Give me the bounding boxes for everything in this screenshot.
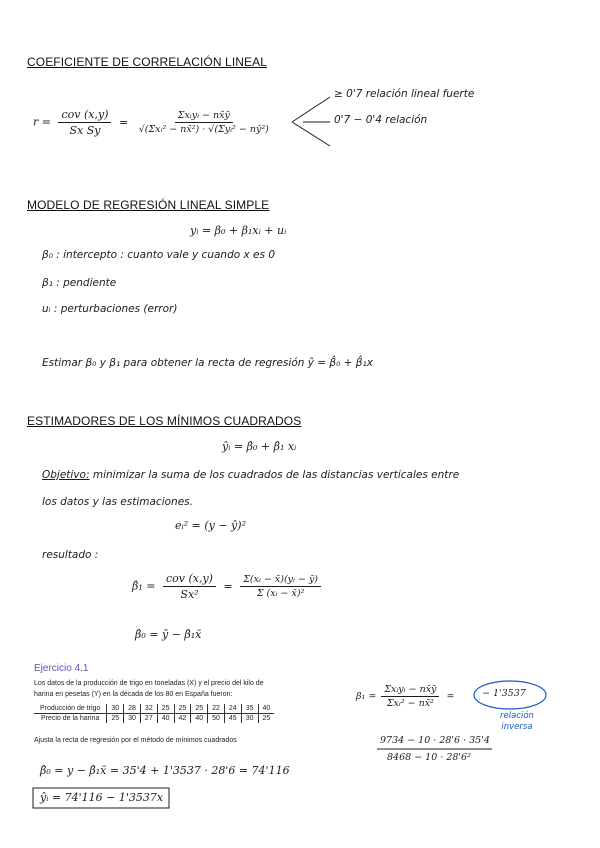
least-squares-title: ESTIMADORES DE LOS MÍNIMOS CUADRADOS bbox=[27, 414, 302, 428]
table-row-label: Precio de la harina bbox=[40, 715, 100, 722]
branch-relation: 0'7 − 0'4 relación bbox=[334, 114, 428, 126]
estimated-model: ŷᵢ = β̂₀ + β̂₁ xᵢ bbox=[222, 440, 297, 453]
b0-calculation: β̂₀ = y − β̂₁x̄ = 35'4 + 1'3537 · 28'6 = 74'116 bbox=[40, 764, 290, 777]
b1hat-cov-den: Sx² bbox=[180, 588, 199, 601]
b1hat-lhs: β̂₁ = bbox=[132, 579, 156, 593]
b1-formula bbox=[356, 684, 454, 709]
table-row-label: Producción de trigo bbox=[34, 704, 107, 714]
objective-label: Objetivo: bbox=[42, 469, 90, 481]
exercise-text-line2: harina en pesetas (Y) en la década de los 80 en España fueron: bbox=[34, 691, 233, 698]
error-equation: eᵢ² = (y − ŷ)² bbox=[175, 519, 246, 532]
estimate-line: Estimar β₀ y β₁ para obtener la recta de regresión ŷ = β̂₀ + β̂₁x bbox=[42, 357, 373, 369]
table-cell: 25 bbox=[258, 714, 274, 724]
cov-denominator: Sx Sy bbox=[69, 124, 101, 137]
table-cell: 45 bbox=[224, 714, 241, 724]
exercise-table bbox=[34, 704, 274, 723]
cov-numerator: cov (x,y) bbox=[58, 108, 111, 123]
ui-definition: uᵢ : perturbaciones (error) bbox=[42, 303, 178, 315]
table-cell: 30 bbox=[241, 714, 258, 724]
table-cell: 30 bbox=[107, 704, 124, 714]
equals-sign: = bbox=[118, 115, 129, 129]
objective-text1: minimizar la suma de los cuadrados de las distancias verticales entre bbox=[92, 469, 460, 481]
table-cell: 28 bbox=[124, 704, 141, 714]
exercise-title: Ejercicio 4.1 bbox=[34, 663, 89, 674]
objective-line2: los datos y las estimaciones. bbox=[42, 496, 193, 508]
b1-definition: β₁ : pendiente bbox=[42, 277, 117, 289]
table-cell: 25 bbox=[157, 704, 174, 714]
sum-numerator: Σxᵢyᵢ − nx̄ȳ bbox=[175, 110, 233, 123]
exercise-table-wrap bbox=[34, 704, 274, 723]
b1hat-cov-num: cov (x,y) bbox=[163, 572, 216, 587]
b1-note bbox=[500, 711, 534, 733]
exercise-text bbox=[34, 678, 264, 700]
table-row bbox=[34, 704, 274, 714]
final-regression-line: ŷᵢ = 74'116 − 1'3537x bbox=[40, 791, 164, 804]
b1hat-formula bbox=[132, 572, 321, 601]
exercise-text-line1: Los datos de la producción de trigo en toneladas (X) y el precio del kilo de bbox=[34, 680, 264, 687]
regression-model: yᵢ = β₀ + β₁xᵢ + uᵢ bbox=[190, 224, 287, 237]
table-cell: 40 bbox=[157, 714, 174, 724]
correlation-title: COEFICIENTE DE CORRELACIÓN LINEAL bbox=[27, 55, 268, 69]
b1hat-cov-fraction bbox=[163, 572, 216, 601]
calc-numerator: 9734 − 10 · 28'6 · 35'4 bbox=[380, 735, 490, 746]
b1-fraction bbox=[381, 684, 439, 709]
sum-denominator: √(Σxᵢ² − nx̄²) · √(Σyᵢ² − nȳ²) bbox=[138, 124, 269, 135]
table-cell: 32 bbox=[140, 704, 157, 714]
calc-denominator: 8468 − 10 · 28'6² bbox=[387, 752, 471, 763]
r-label: r = bbox=[33, 115, 51, 129]
exercise-instruction: Ajusta la recta de regresión por el método de mínimos cuadrados bbox=[34, 737, 237, 744]
table-cell: 35 bbox=[241, 704, 258, 714]
b0hat-formula: β̂₀ = ȳ − β̂₁x̄ bbox=[135, 628, 202, 641]
b1-denominator: Σxᵢ² − nx̄² bbox=[386, 698, 434, 709]
b1-note-line1: relación bbox=[500, 711, 534, 721]
b1hat-sum-num: Σ(xᵢ − x̄)(yᵢ − ȳ) bbox=[240, 574, 321, 587]
b1hat-equals: = bbox=[223, 579, 233, 593]
b1-note-line2: inversa bbox=[501, 722, 533, 732]
b1-equals: = bbox=[446, 691, 455, 702]
b0-definition: β₀ : intercepto : cuanto vale y cuando x es 0 bbox=[42, 249, 275, 261]
table-cell: 30 bbox=[124, 714, 141, 724]
table-cell: 40 bbox=[258, 704, 274, 714]
regression-title: MODELO DE REGRESIÓN LINEAL SIMPLE bbox=[27, 198, 270, 212]
b1hat-sum-den: Σ (xᵢ − x̄)² bbox=[256, 588, 305, 599]
table-cell: 24 bbox=[224, 704, 241, 714]
b1-lhs: β₁ = bbox=[356, 691, 377, 702]
table-cell: 40 bbox=[191, 714, 208, 724]
table-cell: 25 bbox=[107, 714, 124, 724]
objective-line1 bbox=[42, 469, 459, 481]
table-row bbox=[34, 714, 274, 724]
branch-strong: ≥ 0'7 relación lineal fuerte bbox=[334, 88, 475, 100]
table-cell: 27 bbox=[140, 714, 157, 724]
result-label: resultado : bbox=[42, 549, 99, 561]
table-cell: 22 bbox=[208, 704, 225, 714]
table-cell: 25 bbox=[191, 704, 208, 714]
b1-result: − 1'3537 bbox=[482, 688, 526, 699]
table-cell: 25 bbox=[174, 704, 191, 714]
table-cell: 50 bbox=[208, 714, 225, 724]
b1-numerator: Σxᵢyᵢ − nx̄ȳ bbox=[381, 684, 439, 697]
b1hat-sum-fraction bbox=[240, 574, 321, 599]
table-cell: 42 bbox=[174, 714, 191, 724]
